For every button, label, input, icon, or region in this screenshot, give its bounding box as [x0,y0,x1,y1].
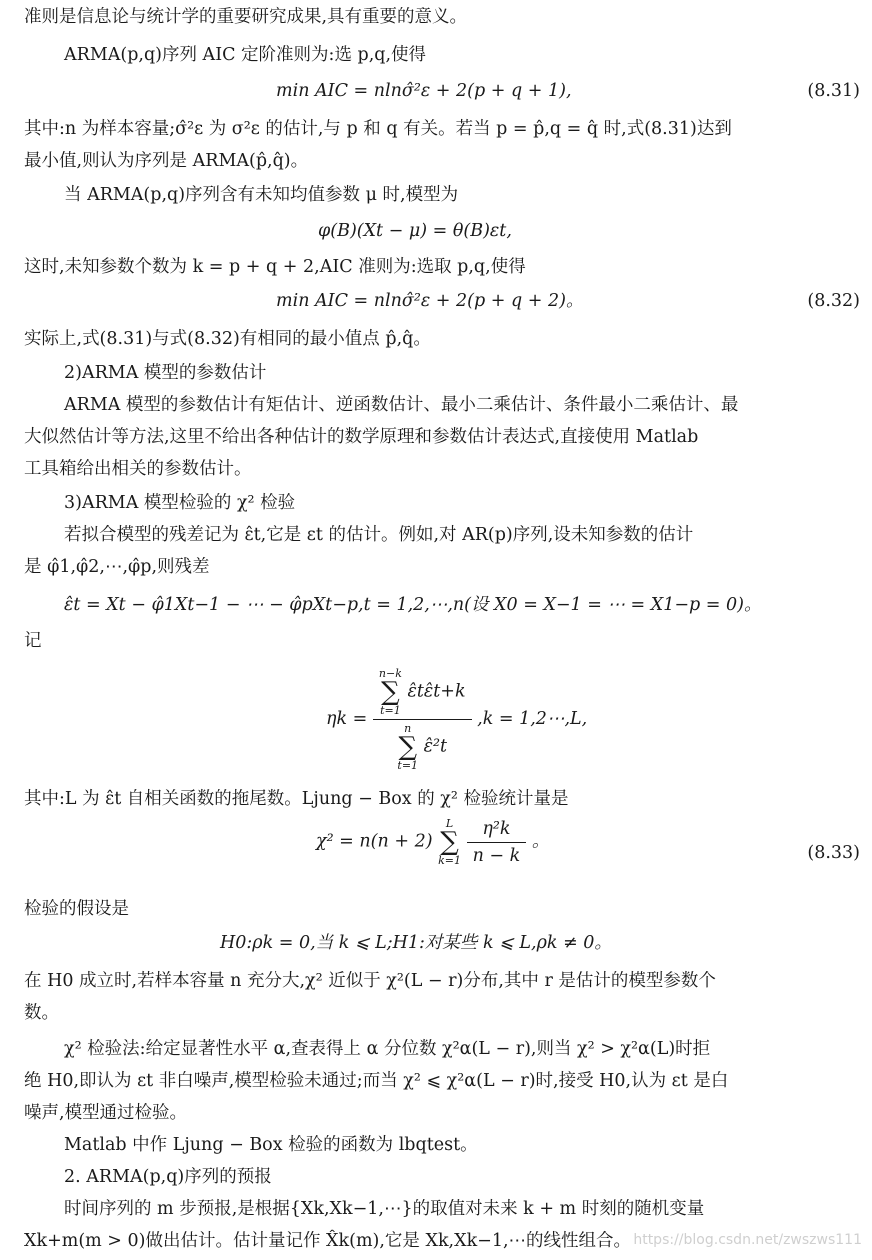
sum-upper-limit: L [445,817,454,830]
eta-numerator [373,668,472,720]
equation-body: min AIC = nlnσ̂²ε + 2(p + q + 2)。 [276,291,584,311]
equation-body: min AIC = nlnσ̂²ε + 2(p + q + 1), [276,81,572,101]
text-line: 当 ARMA(p,q)序列含有未知均值参数 μ 时,模型为 [64,185,459,205]
text-line: 记 [24,631,42,651]
section-heading: 3)ARMA 模型检验的 χ² 检验 [64,493,296,513]
chi-denominator: n − k [472,845,521,866]
equation-body: φ(B)(Xt − μ) = θ(B)εt, [318,221,512,241]
watermark: https://blog.csdn.net/zwszws111 [633,1232,862,1248]
text-line: 数。 [24,1003,59,1023]
text-line: 实际上,式(8.31)与式(8.32)有相同的最小值点 p̂,q̂。 [24,329,431,349]
text-line: ARMA 模型的参数估计有矩估计、逆函数估计、最小二乘估计、条件最小二乘估计、最 [64,395,739,415]
text-line: 检验的假设是 [24,899,129,919]
equation-body: H0:ρk = 0,当 k ⩽ L;H1:对某些 k ⩽ L,ρk ≠ 0。 [220,933,612,953]
text-line: 这时,未知参数个数为 k = p + q + 2,AIC 准则为:选取 p,q,使得 [24,257,526,277]
equation-number: (8.32) [807,291,860,311]
text-line: 大似然估计等方法,这里不给出各种估计的数学原理和参数估计表达式,直接使用 Matlab [24,427,699,447]
text-line: Matlab 中作 Ljung − Box 检验的函数为 lbqtest。 [64,1135,478,1155]
sum-lower-limit: k=1 [438,854,461,867]
chi-lhs: χ² = n(n + 2) [316,831,433,852]
eta-rhs: ,k = 1,2⋯,L, [477,709,588,729]
equation-eta [326,668,587,771]
equation-body: ε̂t = Xt − φ̂1Xt−1 − ⋯ − φ̂pXt−p,t = 1,2,⋯,n(设 X0 = X−1 = ⋯ = X1−p = 0)。 [64,595,762,615]
sum-upper-limit: n [404,722,412,735]
sum-lower-limit: t=1 [380,704,401,717]
text-line: 噪声,模型通过检验。 [24,1103,188,1123]
eta-denominator [373,720,472,771]
text-line: ARMA(p,q)序列 AIC 定阶准则为:选 p,q,使得 [64,45,427,65]
text-line: 其中:n 为样本容量;σ̂²ε 为 σ²ε 的估计,与 p 和 q 有关。若当 p = p̂,q = q̂ 时,式(8.31)达到 [24,119,732,139]
text-line: 最小值,则认为序列是 ARMA(p̂,q̂)。 [24,151,309,171]
text-line: 是 φ̂1,φ̂2,⋯,φ̂p,则残差 [24,557,210,577]
sum-symbol: n ∑ t=1 [397,722,419,772]
section-heading: 2. ARMA(p,q)序列的预报 [64,1167,272,1187]
text-line: Xk+m(m > 0)做出估计。估计量记作 X̂k(m),它是 Xk,Xk−1,⋯的线性组合。 [24,1231,632,1251]
text-line: 时间序列的 m 步预报,是根据{Xk,Xk−1,⋯}的取值对未来 k + m 时刻的随机变量 [64,1199,705,1219]
sum-upper-limit: n−k [378,667,402,680]
text-line: χ² 检验法:给定显著性水平 α,查表得上 α 分位数 χ²α(L − r),则当 χ² > χ²α(L)时拒 [64,1039,711,1059]
sum-lower-limit: t=1 [397,759,419,772]
denominator-term: ε̂²t [423,736,448,757]
section-heading: 2)ARMA 模型的参数估计 [64,363,267,383]
text-line: 在 H0 成立时,若样本容量 n 充分大,χ² 近似于 χ²(L − r)分布,其中 r 是估计的模型参数个 [24,971,716,991]
text-line: 绝 H0,即认为 εt 非白噪声,模型检验未通过;而当 χ² ⩽ χ²α(L − r)时,接受 H0,认为 εt 是白 [24,1071,729,1091]
sum-symbol: n−k ∑ t=1 [378,667,402,717]
eta-lhs: ηk = [326,709,368,729]
chi-fraction [467,819,527,866]
text-line: 工具箱给出相关的参数估计。 [24,459,252,479]
chi-end: 。 [531,831,550,852]
text-line: 若拟合模型的残差记为 ε̂t,它是 εt 的估计。例如,对 AR(p)序列,设未知参数的估计 [64,525,694,545]
text-line: 其中:L 为 ε̂t 自相关函数的拖尾数。Ljung − Box 的 χ² 检验统计量是 [24,789,569,809]
equation-number: (8.31) [807,81,860,101]
equation-8-33 [316,818,549,866]
numerator-term: ε̂tε̂t+k [407,681,466,702]
sum-symbol: L ∑ k=1 [438,817,461,867]
equation-number: (8.33) [807,843,860,863]
chi-numerator: η²k [467,819,527,843]
eta-fraction [373,668,472,771]
text-line: 准则是信息论与统计学的重要研究成果,具有重要的意义。 [24,7,468,27]
